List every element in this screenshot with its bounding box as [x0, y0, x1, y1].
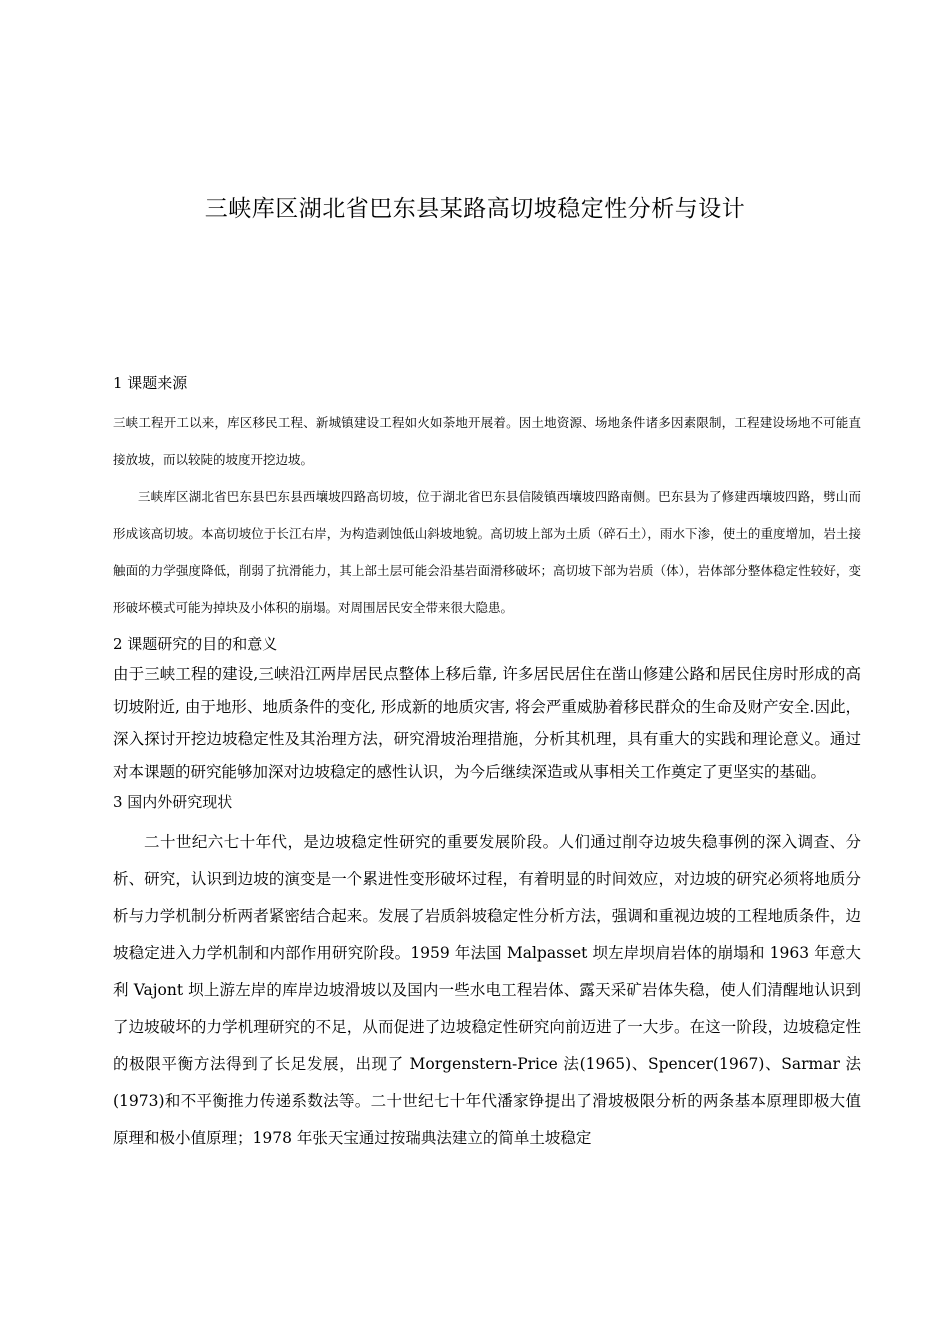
- section-heading-2: 2 课题研究的目的和意义: [113, 635, 278, 653]
- section-1-paragraph-2: 三峡库区湖北省巴东县巴东县西壤坡四路高切坡，位于湖北省巴东县信陵镇西壤坡四路南侧。巴东县为了修建西壤坡四路，劈山而形成该高切坡。本高切坡位于长江右岸，为构造剥蚀低山斜坡地貌。高切坡上部为土质（碎石土），雨水下渗，使土的重度增加，岩土接触面的力学强度降低，削弱了抗滑能力，其上部土层可能会沿基岩面滑移破坏；高切坡下部为岩质（体），岩体部分整体稳定性较好，变形破坏模式可能为掉块及小体积的崩塌。对周围居民安全带来很大隐患。: [113, 489, 861, 615]
- section-heading-3: 3 国内外研究现状: [113, 793, 233, 811]
- document-body: [113, 369, 861, 1157]
- section-heading-1: 1 课题来源: [113, 374, 188, 392]
- section-3-paragraph-1: 二十世纪六七十年代，是边坡稳定性研究的重要发展阶段。人们通过削夺边坡失稳事例的深入调查、分析、研究，认识到边坡的演变是一个累进性变形破坏过程，有着明显的时间效应，对边坡的研究必须将地质分析与力学机制分析两者紧密结合起来。发展了岩质斜坡稳定性分析方法，强调和重视边坡的工程地质条件，边坡稳定进入力学机制和内部作用研究阶段。1959 年法国 Malpasset 坝左岸坝肩岩体的崩塌和 1963 年意大利 Vajont 坝上游左岸的库岸边坡滑坡以及国内一些水电工程岩体、露天采矿岩体失稳，使人们清醒地认识到了边坡破坏的力学机理研究的不足，从而促进了边坡稳定性研究向前迈进了一大步。在这一阶段，边坡稳定性的极限平衡方法得到了长足发展，出现了 Morgenstern-Price 法(1965)、Spencer(1967)、Sarmar 法(1973)和不平衡推力传递系数法等。二十世纪七十年代潘家铮提出了滑坡极限分析的两条基本原理即极大值原理和极小值原理；1978 年张天宝通过按瑞典法建立的简单土坡稳定: [113, 833, 861, 1147]
- section-1-paragraph-1: 三峡工程开工以来，库区移民工程、新城镇建设工程如火如荼地开展着。因土地资源、场地条件诸多因素限制，工程建设场地不可能直接放坡，而以较陡的坡度开挖边坡。: [113, 415, 861, 467]
- section-2-paragraph-1: 由于三峡工程的建设,三峡沿江两岸居民点整体上移后靠, 许多居民居住在凿山修建公路和居民住房时形成的高切坡附近, 由于地形、地质条件的变化, 形成新的地质灾害, 将会严重威胁着移民群众的生命及财产安全.因此，深入探讨开挖边坡稳定性及其治理方法，研究滑坡治理措施，分析其机理，具有重大的实践和理论意义。通过对本课题的研究能够加深对边坡稳定的感性认识，为今后继续深造或从事相关工作奠定了更坚实的基础。: [113, 665, 861, 781]
- page-title: 三峡库区湖北省巴东县某路高切坡稳定性分析与设计: [204, 196, 746, 222]
